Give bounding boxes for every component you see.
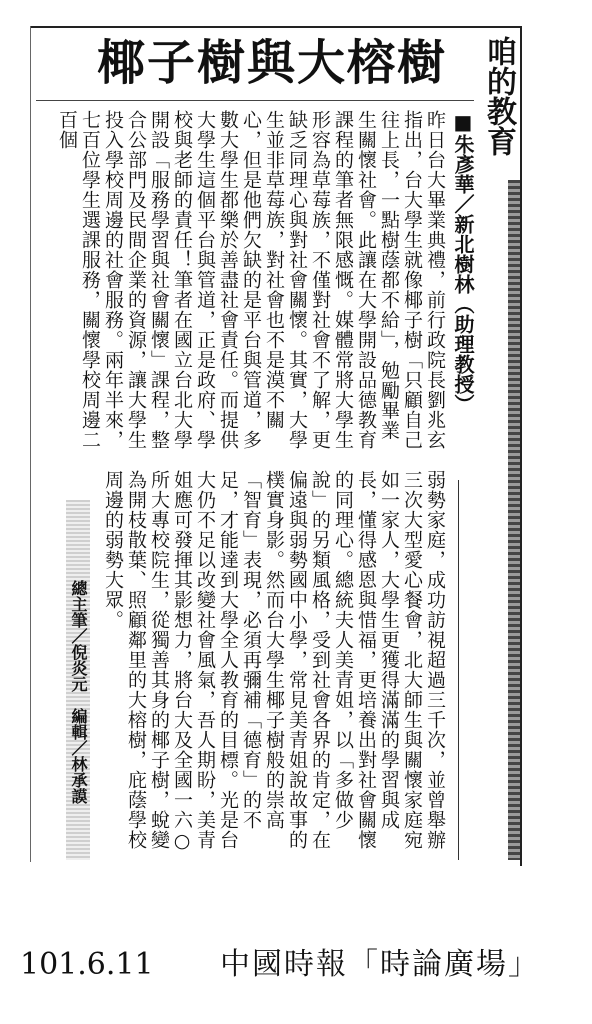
article-title: 椰子樹與大榕樹	[96, 35, 447, 91]
editor-credits: 總主筆／倪炎元 編輯／林承謨	[66, 500, 90, 860]
article-byline: ■朱彥華／新北樹林（助理教授）	[451, 110, 475, 414]
publication-source: 中國時報「時論廣場」	[220, 947, 540, 982]
publication-footer	[0, 940, 592, 990]
column-divider	[458, 480, 459, 860]
section-bar	[508, 180, 520, 860]
frame-right-rule	[520, 26, 522, 866]
frame-left-rule	[30, 26, 31, 862]
article-body-upper: 昨日台大畢業典禮，前行政院長劉兆玄指出，台大學生就像椰子樹「只顧自己往上長，一點樹蔭都不給」，勉勵畢業生關懷社會。此讓在大學開設品德教育課程的筆者無限感慨。媒體常將大學生形容為草莓族，不僅對社會不了解，更缺乏同理心與對社會關懷。其實，大學生並非草莓族，對社會也不是漠不關心，但是他們欠缺的是平台與管道，多數大學生都樂於善盡社會責任。而提供大學生這個平台與管道，正是政府、學校與老師的責任！筆者在國立台北大學開設「服務學習與社會關懷」課程，整合公部門及民間企業的資源，讓大學生投入學校周邊的社會服務。兩年半來，七百位學生選課服務，關懷學校周邊二百個	[56, 110, 446, 450]
article-body-lower: 弱勢家庭，成功訪視超過三千次，並曾舉辦三次大型愛心餐會，北大師生與關懷家庭宛如一家人，大學生更獲得滿滿的學習與成長，懂得感恩與惜福，更培養出對社會關懷的同理心。總統夫人美青姐，以「多做少說」的另類風格，受到社會各界的肯定，在偏遠與弱勢國中小學，常見美青姐說故事的樸實身影。然而台大學生椰子樹般的崇高「智育」表現，必須再彌補「德育」的不足，才能達到大學全人教育的目標。光是台大仍不足以改變社會風氣，吾人期盼，美青姐應可發揮其影想力，將台大及全國一六○所大專校院生，從獨善其身的椰子樹，蛻變為開枝散葉、照顧鄰里的大榕樹，庇蔭學校周邊的弱勢大眾。	[102, 470, 446, 853]
frame-top-rule	[30, 26, 520, 28]
section-label: 咱的教育	[481, 36, 516, 156]
publication-date: 101.6.11	[20, 947, 154, 982]
title-underline	[36, 100, 474, 101]
